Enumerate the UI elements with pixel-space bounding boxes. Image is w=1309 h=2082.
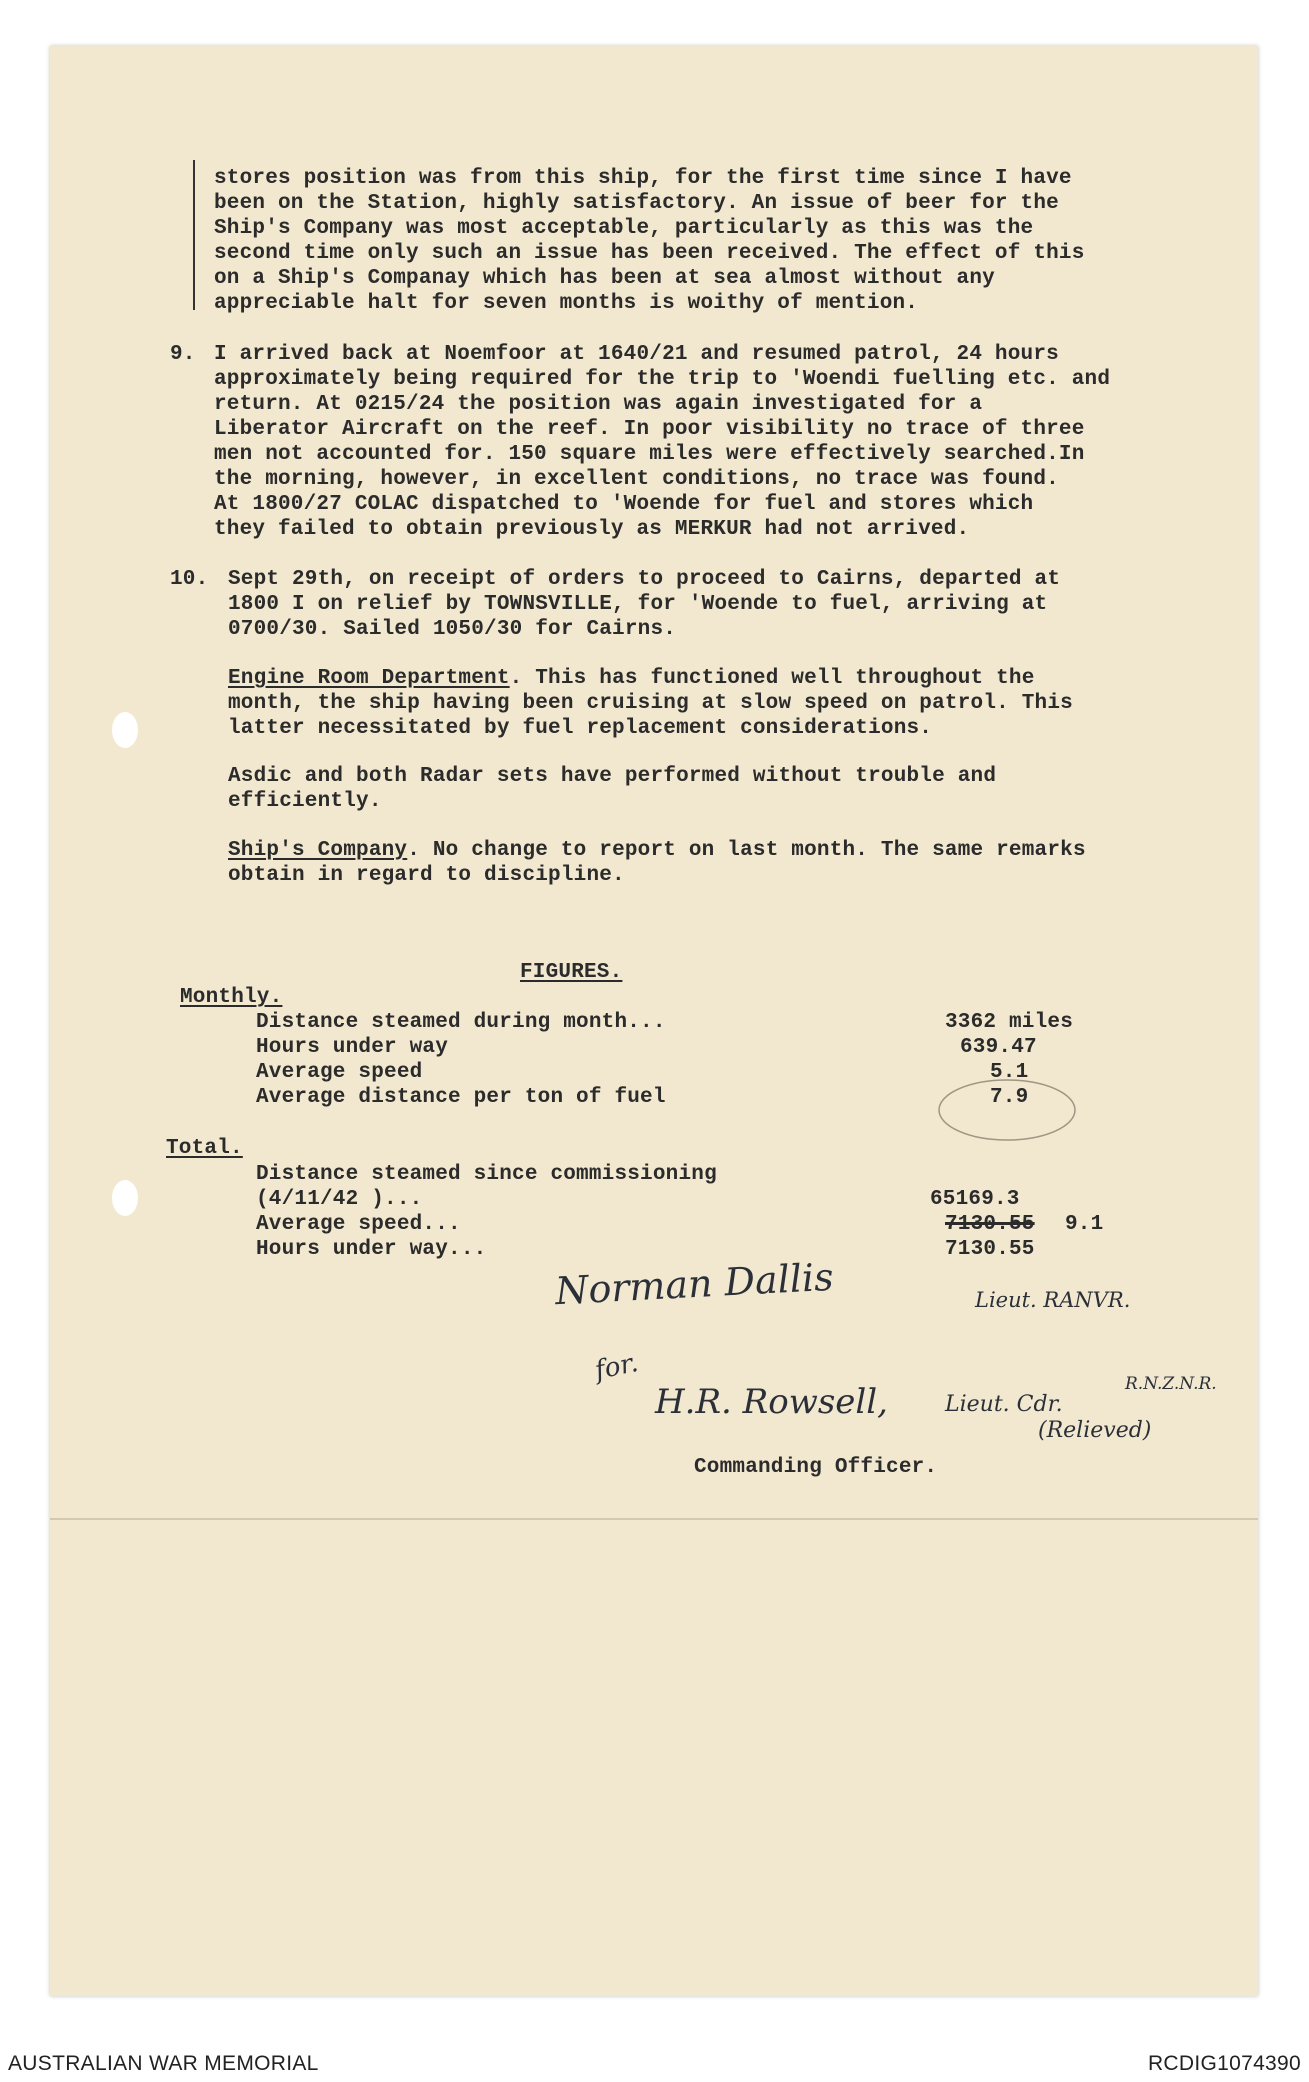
monthly-label: Average speed [256, 1061, 423, 1084]
para10-line: 1800 I on relief by TOWNSVILLE, for 'Woende to fuel, arriving at [228, 593, 1048, 616]
monthly-label: Distance steamed during month... [256, 1011, 666, 1034]
commanding-officer-title: Commanding Officer. [694, 1456, 938, 1479]
para8-line: Ship's Company was most acceptable, particularly as this was the [214, 217, 1034, 240]
para8-line: been on the Station, highly satisfactory. An issue of beer for the [214, 192, 1059, 215]
total-heading: Total. [166, 1137, 243, 1160]
para10-line: 0700/30. Sailed 1050/30 for Cairns. [228, 618, 677, 641]
total-distance-label: (4/11/42 )... [256, 1188, 423, 1211]
monthly-label: Average distance per ton of fuel [256, 1086, 666, 1109]
punch-hole-lower [112, 1180, 138, 1216]
ships-company-paragraph [228, 838, 1086, 863]
para8-line: second time only such an issue has been received. The effect of this [214, 242, 1085, 265]
para9-line: men not accounted for. 150 square miles were effectively searched.In [214, 443, 1085, 466]
margin-line [193, 160, 195, 310]
signature-rank: Lieut. RANVR. [975, 1288, 1131, 1312]
asdic-line: efficiently. [228, 790, 382, 813]
avg-speed-value: 9.1 [1065, 1213, 1104, 1236]
para8-line: stores position was from this ship, for the first time since I have [214, 167, 1072, 190]
footer-record-id: RCDIG1074390 [1147, 2052, 1301, 2075]
engine-room-paragraph [228, 666, 1035, 691]
para9-line: Liberator Aircraft on the reef. In poor visibility no trace of three [214, 418, 1085, 441]
engine-room-heading: Engine Room Department [228, 667, 510, 690]
total-distance-label: Distance steamed since commissioning [256, 1163, 717, 1186]
monthly-value: 3362 miles [945, 1011, 1074, 1034]
ships-company-line: obtain in regard to discipline. [228, 864, 625, 887]
monthly-value: 5.1 [990, 1061, 1029, 1084]
page-fold [50, 1518, 1258, 1520]
monthly-value: 7.9 [990, 1086, 1029, 1109]
monthly-heading: Monthly. [180, 986, 283, 1009]
footer-source: AUSTRALIAN WAR MEMORIAL [8, 2052, 319, 2075]
signature-dallis: Norman Dallis [554, 1254, 835, 1314]
para10-number: 10. [170, 568, 209, 591]
monthly-value: 639.47 [960, 1036, 1037, 1059]
para9-line: At 1800/27 COLAC dispatched to 'Woende for fuel and stores which [214, 493, 1034, 516]
signature-relieved: (Relieved) [1038, 1418, 1152, 1443]
hours-under-way-label: Hours under way... [256, 1238, 487, 1261]
asdic-line: Asdic and both Radar sets have performed without trouble and [228, 765, 997, 788]
para9-line: the morning, however, in excellent conditions, no trace was found. [214, 468, 1059, 491]
para10-line: Sept 29th, on receipt of orders to proceed to Cairns, departed at [228, 568, 1061, 591]
para9-line: I arrived back at Noemfoor at 1640/21 and resumed patrol, 24 hours [214, 343, 1059, 366]
engine-room-line: month, the ship having been cruising at slow speed on patrol. This [228, 692, 1073, 715]
pencil-circle-mark [935, 1070, 1080, 1145]
para9-line: return. At 0215/24 the position was again investigated for a [214, 393, 983, 416]
para9-line: approximately being required for the trip to 'Woendi fuelling etc. and [214, 368, 1111, 391]
total-distance-value: 65169.3 [930, 1188, 1020, 1211]
ships-company-line: . No change to report on last month. The same remarks [407, 839, 1086, 862]
avg-speed-struck-value: 7130.55 [945, 1213, 1035, 1236]
avg-speed-label: Average speed... [256, 1213, 461, 1236]
signature-rowsell: H.R. Rowsell, [655, 1382, 888, 1422]
punch-hole-upper [112, 712, 138, 748]
figures-title: FIGURES. [520, 961, 623, 984]
engine-room-line: . This has functioned well throughout the [509, 667, 1035, 690]
hours-under-way-value: 7130.55 [945, 1238, 1035, 1261]
para8-line: on a Ship's Companay which has been at sea almost without any [214, 267, 995, 290]
ships-company-heading: Ship's Company [228, 839, 408, 862]
para9-line: they failed to obtain previously as MERKUR had not arrived. [214, 518, 970, 541]
signature-officer-rank: Lieut. Cdr. [945, 1392, 1063, 1417]
para9-number: 9. [170, 343, 196, 366]
engine-room-line: latter necessitated by fuel replacement considerations. [228, 717, 933, 740]
signature-for: for. [592, 1347, 641, 1387]
para8-line: appreciable halt for seven months is woithy of mention. [214, 292, 919, 315]
signature-navy: R.N.Z.N.R. [1125, 1374, 1217, 1394]
monthly-label: Hours under way [256, 1036, 449, 1059]
